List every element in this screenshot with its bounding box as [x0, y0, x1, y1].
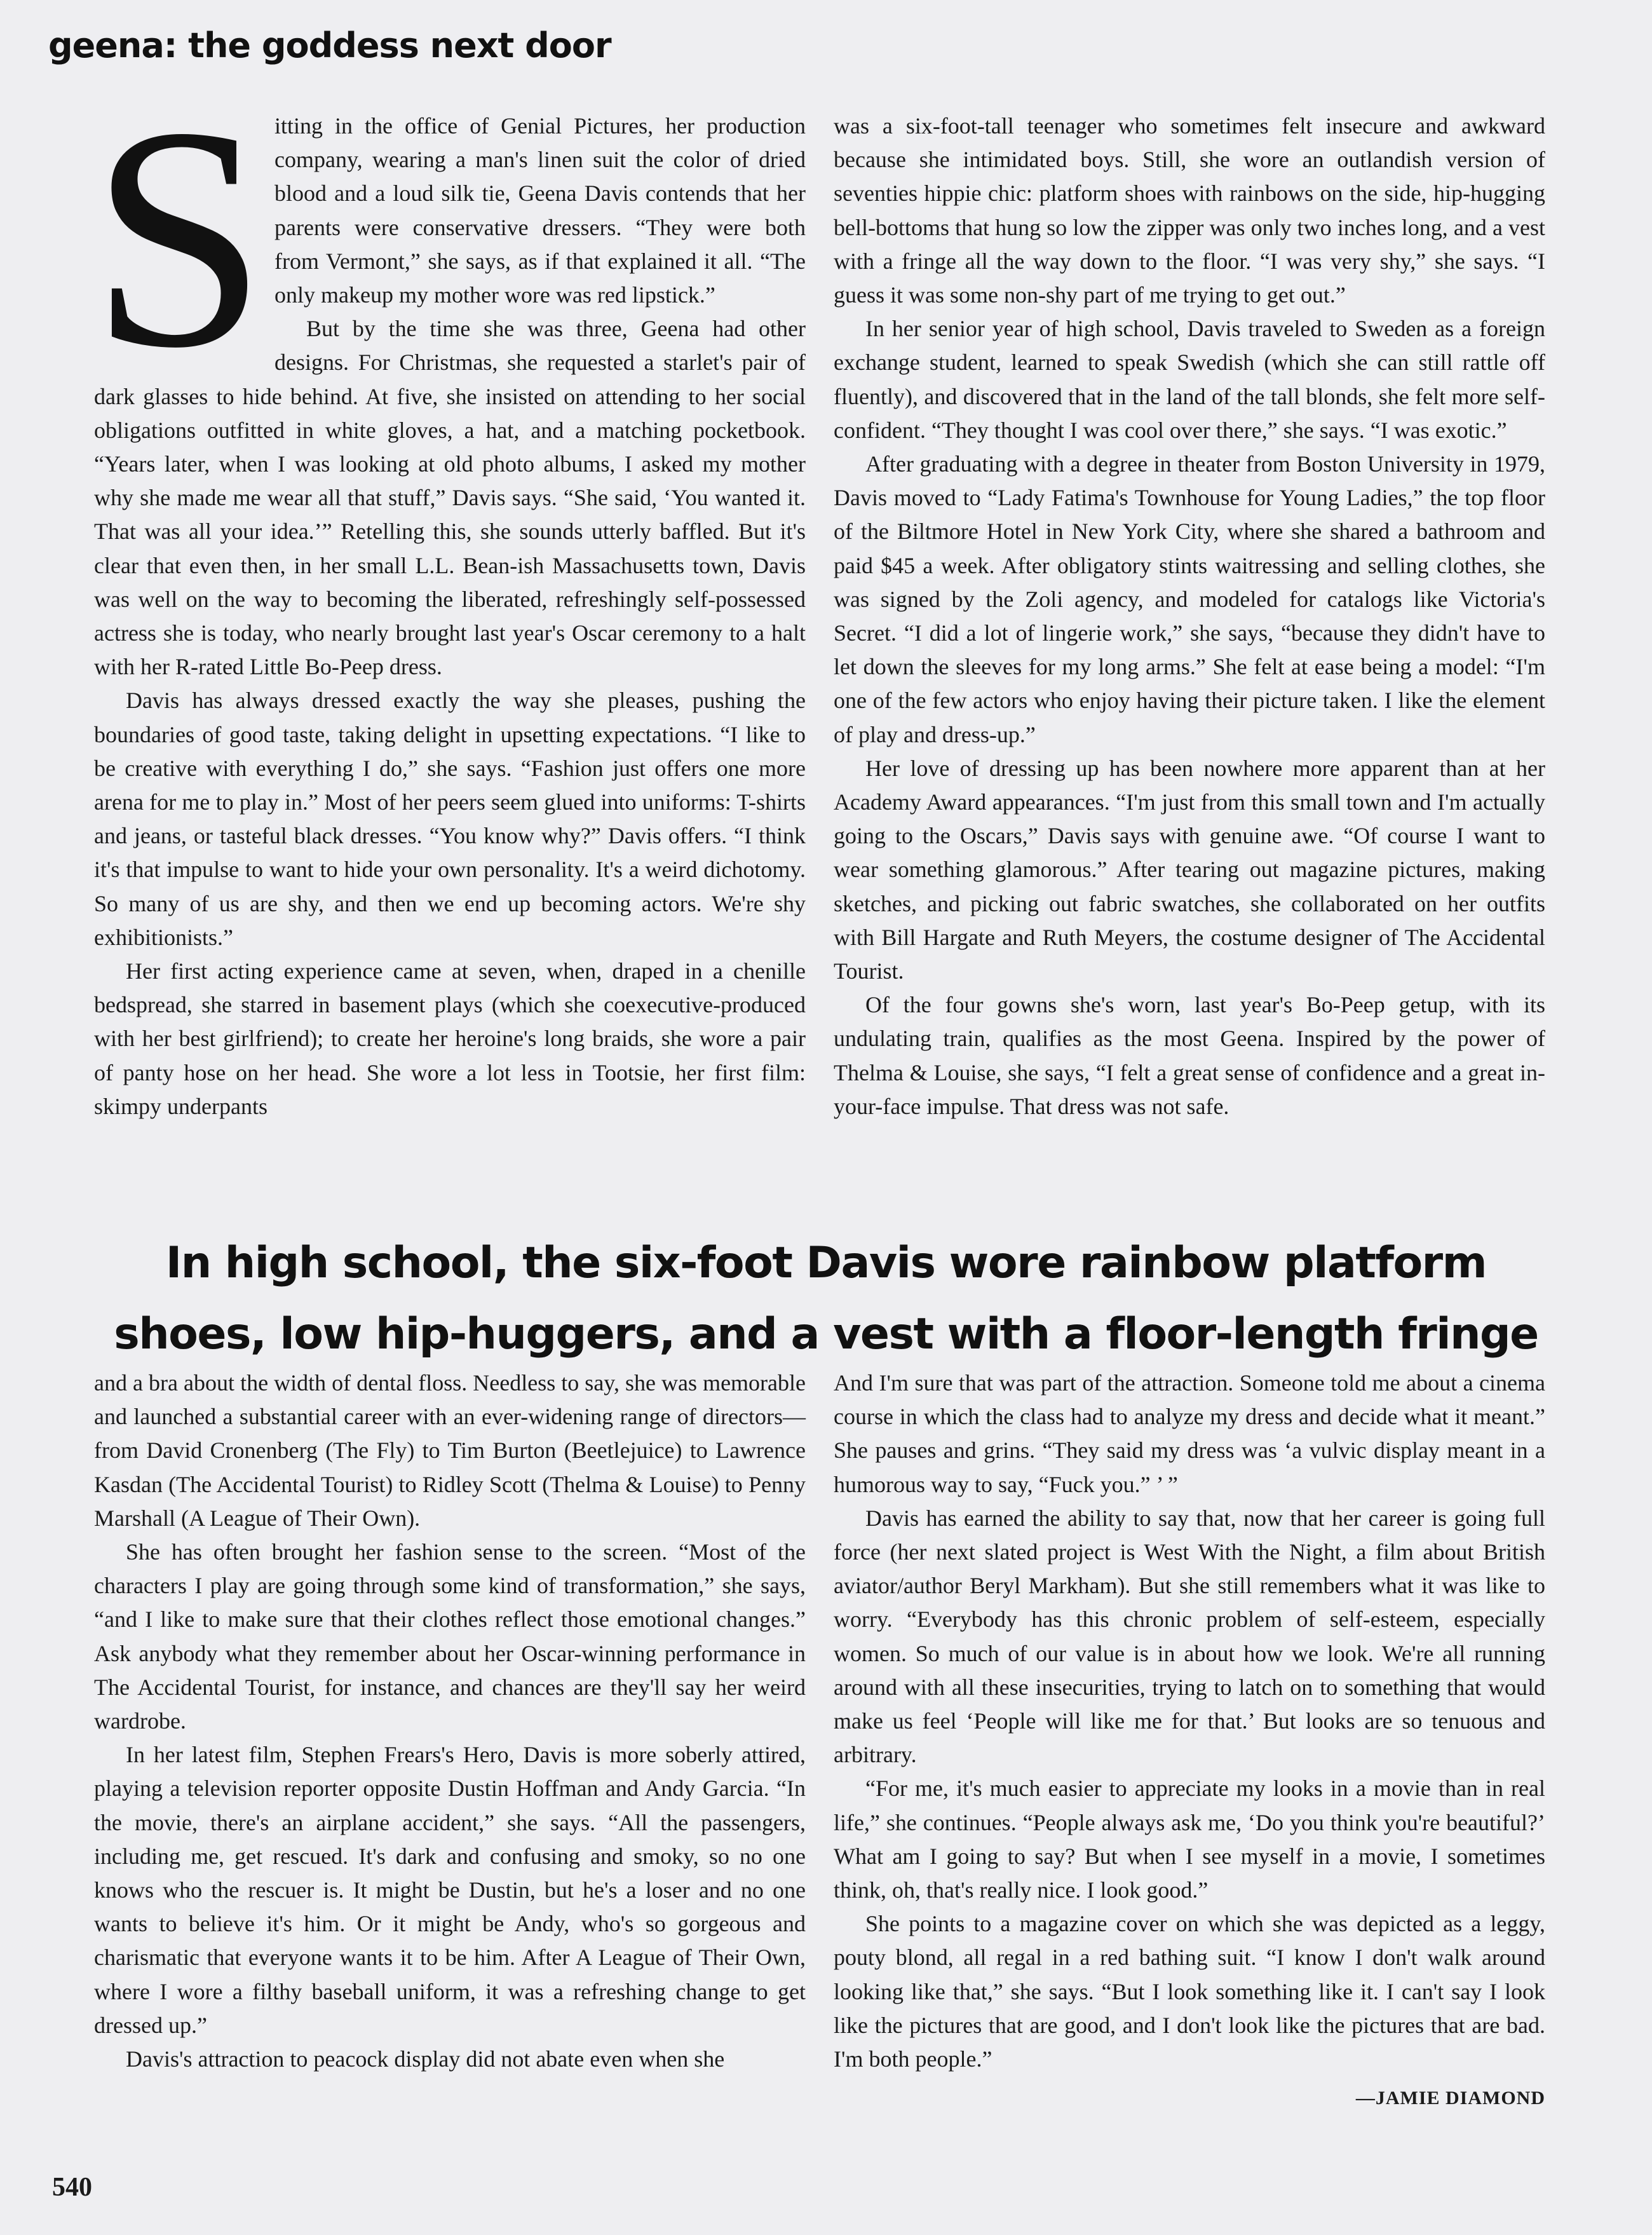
pull-quote-line: shoes, low hip-huggers, and a vest with a floor-length fringe: [114, 1309, 1538, 1359]
paragraph: Davis has earned the ability to say that, now that her career is going full force (her next slated project is West With the Night, a film about British aviator/author Beryl Markham). But she still remembers what it was like to worry. “Everybody has this chronic problem of self-esteem, especially women. So much of our value is in about how we look. We're all running around with all these insecurities, trying to latch on to something that would make us feel ‘People will like me for that.’ But looks are so tenuous and arbitrary.: [834, 1505, 1545, 1768]
paragraph: Her love of dressing up has been nowhere more apparent than at her Academy Award appearances. “I'm just from this small town and I'm actually going to the Oscars,” Davis says with genuine awe. “Of course I want to wear something glamorous.” After tearing out magazine pictures, making sketches, and picking out fabric swatches, she collaborated on her outfits with Bill Hargate and Ruth Meyers, the costume designer of The Accidental Tourist.: [834, 755, 1545, 984]
paragraph: Davis's attraction to peacock display did not abate even when she: [126, 2046, 725, 2072]
paragraph: “For me, it's much easier to appreciate my looks in a movie than in real life,” she continues. “People always ask me, ‘Do you think you're beautiful?’ What am I going to say? But when I see myself in a movie, I sometimes think, oh, that's really nice. I look good.”: [834, 1776, 1545, 1903]
paragraph: She points to a magazine cover on which she was depicted as a leggy, pouty blond, all regal in a red bathing suit. “I know I don't walk around looking like that,” she says. “But I look something like it. I can't say I look like the pictures that are good, and I don't look like the pictures that are bad. I'm both people.”: [834, 1911, 1545, 2072]
paragraph: And I'm sure that was part of the attraction. Someone told me about a cinema course in which the class had to analyze my dress and decide what it meant.” She pauses and grins. “They said my dress was ‘a vulvic display meant in a humorous way to say, “Fuck you.” ’ ”: [834, 1370, 1545, 1497]
paragraph: Of the four gowns she's worn, last year's Bo-Peep getup, with its undulating train, qualifies as the most Geena. Inspired by the power of Thelma & Louise, she says, “I felt a great sense of confidence and a great in-your-face impulse. That dress was not safe.: [834, 992, 1545, 1119]
paragraph: itting in the office of Genial Pictures, her production company, wearing a man's linen suit the color of dried blood and a loud silk tie, Geena Davis contends that her parents were conservative dressers. “They were both from Vermont,” she says, as if that explained it all. “The only makeup my mother wore was red lipstick.”: [274, 113, 806, 308]
author-byline: —JAMIE DIAMOND: [1355, 2088, 1545, 2109]
column-4: [834, 1366, 1545, 2115]
paragraph: and a bra about the width of dental floss. Needless to say, she was memorable and launched a substantial career with an ever-widening range of directors—from David Cronenberg (The Fly) to Tim Burton (Beetlejuice) to Lawrence Kasdan (The Accidental Tourist) to Ridley Scott (Thelma & Louise) to Penny Marshall (A League of Their Own).: [94, 1370, 806, 1531]
page-number: 540: [52, 2173, 92, 2202]
paragraph: She has often brought her fashion sense to the screen. “Most of the characters I play are going through some kind of transformation,” she says, “and I like to make sure that their clothes reflect those emotional changes.” Ask anybody what they remember about her Oscar-winning performance in The Accidental Tourist, for instance, and chances are they'll say her weird wardrobe.: [94, 1539, 806, 1734]
paragraph: was a six-foot-tall teenager who sometimes felt insecure and awkward because she intimidated boys. Still, she wore an outlandish version of seventies hippie chic: platform shoes with rainbows on the side, hip-hugging bell-bottoms that hung so low the zipper was only two inches long, and a vest with a fringe all the way down to the floor. “I was very shy,” she says. “I guess it was some non-shy part of me trying to get out.”: [834, 113, 1545, 308]
paragraph: Her first acting experience came at seven, when, draped in a chenille bedspread, she starred in basement plays (which she coexecutive-produced with her best girlfriend); to create her heroine's long braids, she wore a pair of panty hose on her head. She wore a lot less in Tootsie, her first film: skimpy underpants: [94, 958, 806, 1119]
paragraph: But by the time she was three, Geena had other designs. For Christmas, she requested a starlet's pair of dark glasses to hide behind. At five, she insisted on attending to her social obligations outfitted in white gloves, a hat, and a matching pocketbook. “Years later, when I was looking at old photo albums, I asked my mother why she made me wear all that stuff,” Davis says. “She said, ‘You wanted it. That was all your idea.’” Retelling this, she sounds utterly baffled. But it's clear that even then, in her small L.L. Bean-ish Massachusetts town, Davis was well on the way to becoming the liberated, refreshingly self-possessed actress she is today, who nearly brought last year's Oscar ceremony to a halt with her R-rated Little Bo-Peep dress.: [94, 316, 806, 680]
paragraph: After graduating with a degree in theater from Boston University in 1979, Davis moved to “Lady Fatima's Townhouse for Young Ladies,” the top floor of the Biltmore Hotel in New York City, where she shared a bathroom and paid $45 a week. After obligatory stints waitressing and selling clothes, she was signed by the Zoli agency, and modeled for catalogs like Victoria's Secret. “I did a lot of lingerie work,” she says, “because they didn't have to let down the sleeves for my long arms.” She felt at ease being a model: “I'm one of the few actors who enjoy having their picture taken. I like the element of play and dress-up.”: [834, 451, 1545, 747]
paragraph: Davis has always dressed exactly the way she pleases, pushing the boundaries of good taste, taking delight in upsetting expectations. “I like to be creative with everything I do,” she says. “Fashion just offers one more arena for me to play in.” Most of her peers seem glued into uniforms: T-shirts and jeans, or tasteful black dresses. “You know why?” Davis offers. “I think it's that impulse to want to hide your own personality. It's a weird dichotomy. So many of us are shy, and then we end up becoming actors. We're shy exhibitionists.”: [94, 688, 806, 950]
column-2: [834, 109, 1545, 1124]
column-3: [94, 1366, 806, 2076]
paragraph: In her latest film, Stephen Frears's Hero, Davis is more soberly attired, playing a television reporter opposite Dustin Hoffman and Andy Garcia. “In the movie, there's an airplane accident,” she says. “All the passengers, including me, get rescued. It's dark and confusing and smoky, so no one knows who the rescuer is. It might be Dustin, but he's a loser and no one wants to believe it's him. Or it might be Andy, who's so gorgeous and charismatic that everyone wants it to be him. After A League of Their Own, where I wore a filthy baseball uniform, it was a refreshing change to get dressed up.”: [94, 1742, 806, 2038]
section-kicker: geena: the goddess next door: [48, 25, 611, 65]
paragraph: In her senior year of high school, Davis traveled to Sweden as a foreign exchange student, learned to speak Swedish (which she can still rattle off fluently), and discovered that in the land of the tall blonds, she felt more self-confident. “They thought I was cool over there,” she says. “I was exotic.”: [834, 316, 1545, 443]
drop-cap: S: [90, 62, 267, 414]
pull-quote-line: In high school, the six-foot Davis wore rainbow platform: [165, 1238, 1487, 1288]
column-1: [90, 62, 806, 1124]
pull-quote: [38, 1228, 1614, 1370]
